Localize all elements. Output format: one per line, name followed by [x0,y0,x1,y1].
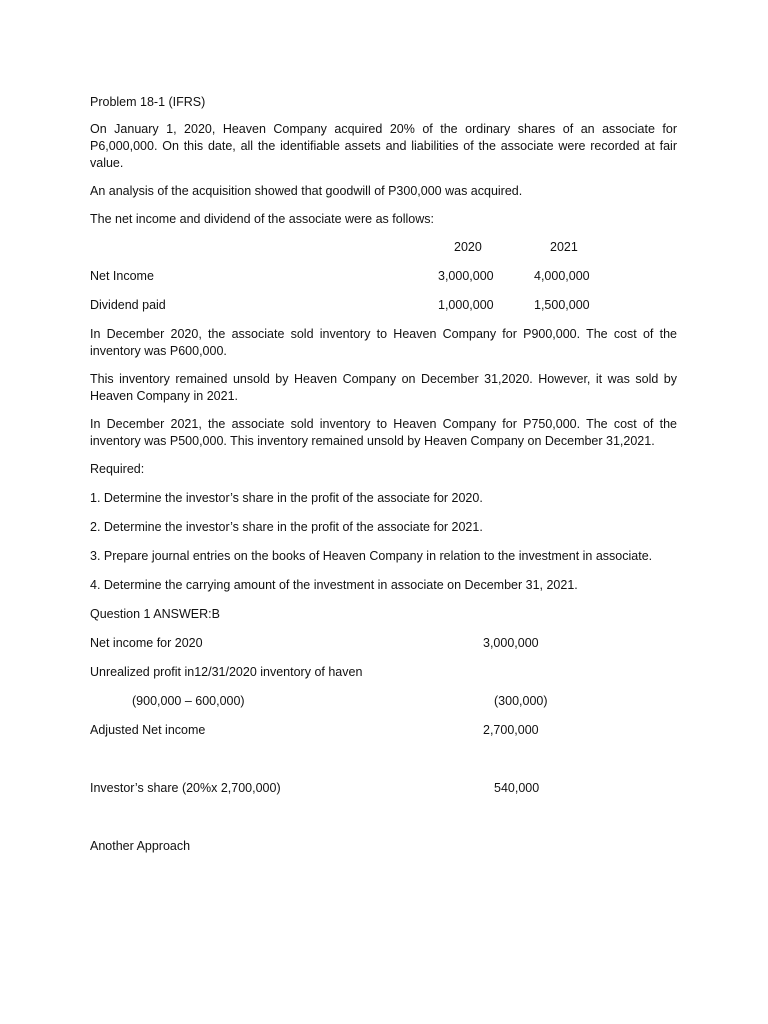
unrealized-value: (300,000) [494,694,548,708]
paragraph-acquisition: On January 1, 2020, Heaven Company acquired 20% of the ordinary shares of an associate for P6,000,000. On this date, all the identifiable assets and liabilities of the associate were recorded at fair value. [90,122,677,170]
row-label-net-income: Net Income [90,269,154,283]
dividend-2021: 1,500,000 [534,298,590,312]
paragraph-unsold-2020: This inventory remained unsold by Heaven Company on December 31,2020. However, it was sold by Heaven Company in 2021. [90,372,677,403]
required-label: Required: [90,462,145,476]
adjusted-value: 2,700,000 [483,723,539,737]
paragraph-net-income-intro: The net income and dividend of the associate were as follows: [90,212,434,226]
document-page [90,94,677,855]
unrealized-label: Unrealized profit in12/31/2020 inventory of haven [90,665,363,679]
table-header-row [90,239,677,256]
answer-row-unrealized [90,664,677,681]
requirement-item-2: 2. Determine the investor’s share in the profit of the associate for 2021. [90,520,483,534]
spacer [90,751,677,780]
table-row [90,268,677,285]
answer-row-share [90,780,677,797]
row-label-dividend: Dividend paid [90,298,166,312]
answer-heading: Question 1 ANSWER:B [90,607,220,621]
answer-row-net-income [90,635,677,652]
dividend-2020: 1,000,000 [438,298,494,312]
spacer [90,809,677,838]
net-income-2020: 3,000,000 [438,269,494,283]
problem-title: Problem 18-1 (IFRS) [90,95,206,109]
answer-row-unrealized-calc [90,693,677,710]
another-approach-heading: Another Approach [90,839,191,853]
requirement-item-4: 4. Determine the carrying amount of the investment in associate on December 31, 2021. [90,578,578,592]
adjusted-label: Adjusted Net income [90,723,206,737]
net-income-label: Net income for 2020 [90,636,203,650]
net-income-value: 3,000,000 [483,636,539,650]
table-row [90,297,677,314]
share-value: 540,000 [494,781,540,795]
paragraph-goodwill: An analysis of the acquisition showed that goodwill of P300,000 was acquired. [90,184,523,198]
net-income-2021: 4,000,000 [534,269,590,283]
answer-row-adjusted [90,722,677,739]
share-label: Investor’s share (20%x 2,700,000) [90,781,281,795]
unrealized-calc: (900,000 – 600,000) [132,694,245,708]
paragraph-dec-2021-sale: In December 2021, the associate sold inventory to Heaven Company for P750,000. The cost of the inventory was P500,000. This inventory remained unsold by Heaven Company on December 31,2021. [90,417,677,448]
year-2021-header: 2021 [550,240,578,254]
year-2020-header: 2020 [454,240,482,254]
requirement-item-1: 1. Determine the investor’s share in the profit of the associate for 2020. [90,491,483,505]
requirement-item-3: 3. Prepare journal entries on the books of Heaven Company in relation to the investment in associate. [90,549,653,563]
paragraph-dec-2020-sale: In December 2020, the associate sold inventory to Heaven Company for P900,000. The cost of the inventory was P600,000. [90,327,677,358]
